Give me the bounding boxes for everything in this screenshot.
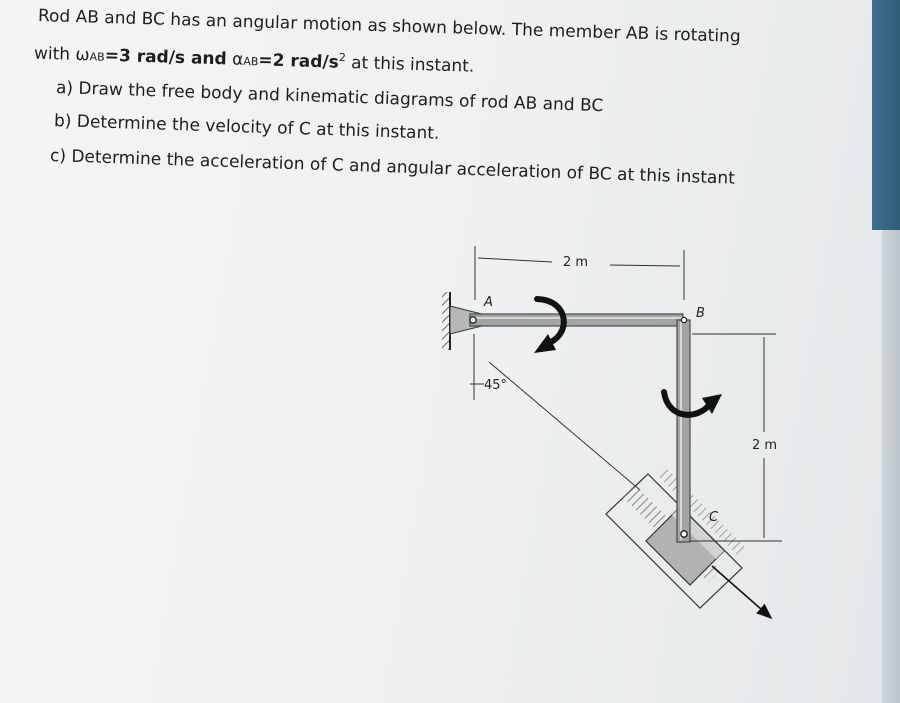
angle-label: 45°: [484, 378, 508, 393]
part-b: b) Determine the velocity of C at this instant.: [53, 111, 440, 144]
dimension-ab-label: 2 m: [563, 255, 589, 270]
incline-reference-line: [489, 362, 640, 490]
rod-bc: [677, 317, 690, 542]
omega-value: =3 rad/s and: [104, 45, 228, 70]
slide-direction-arrow: [712, 566, 770, 617]
alpha-symbol: α: [231, 49, 244, 70]
alpha-value: =2 rad/s: [258, 50, 340, 73]
pin-c: [681, 531, 687, 537]
omega-bc-arrow: [664, 392, 722, 415]
pin-b: [681, 317, 686, 322]
omega-subscript: AB: [89, 50, 105, 64]
part-a: a) Draw the free body and kinematic diagrams of rod AB and BC: [55, 78, 604, 117]
problem-intro: Rod AB and BC has an angular motion as shown below. The member AB is rotating: [37, 6, 741, 47]
rod-ab: [470, 314, 683, 326]
dimension-bc-label: 2 m: [752, 438, 778, 453]
squared-exponent: 2: [338, 51, 347, 65]
point-c-label: C: [709, 510, 719, 525]
point-b-label: B: [696, 306, 705, 321]
part-c: c) Determine the acceleration of C and angular acceleration of BC at this instant: [49, 146, 736, 189]
point-a-label: A: [484, 295, 493, 310]
with-text: with: [33, 43, 71, 65]
omega-symbol: ω: [75, 44, 90, 66]
given-suffix: at this instant.: [345, 52, 475, 77]
pin-a: [470, 317, 476, 323]
alpha-subscript: AB: [243, 54, 259, 69]
